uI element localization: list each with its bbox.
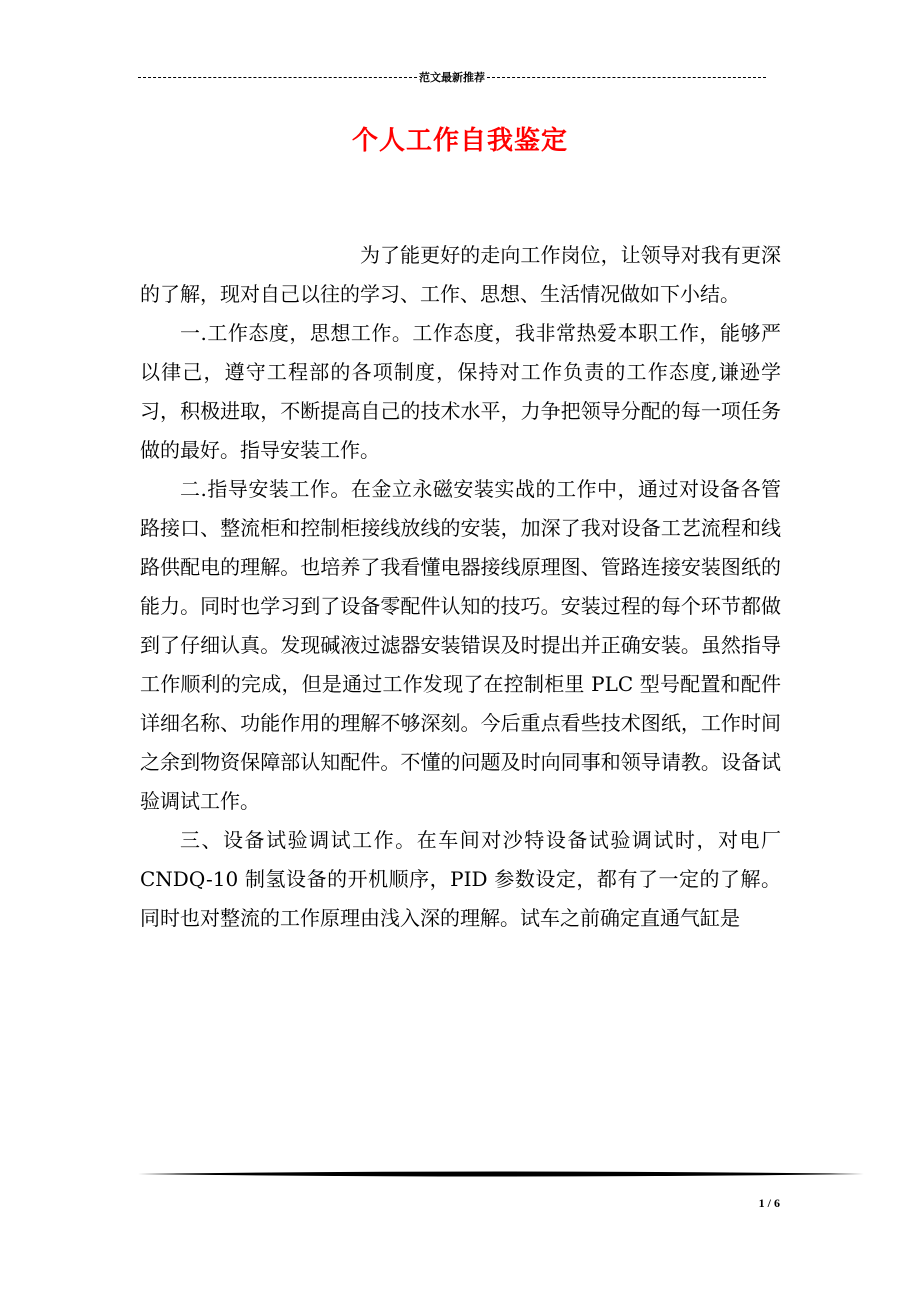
- page-number: 1 / 6: [758, 1196, 780, 1210]
- header-dash-left: [138, 77, 417, 78]
- paragraph-section-2: 二.指导安装工作。在金立永磁安装实战的工作中，通过对设备各管路接口、整流柜和控制柜接线放线的安装，加深了我对设备工艺流程和线路供配电的理解。也培养了我看懂电器接线原理图、管路连接安装图纸的能力。同时也学习到了设备零配件认知的技巧。安装过程的每个环节都做到了仔细认真。发现碱液过滤器安装错误及时提出并正确安装。虽然指导工作顺利的完成，但是通过工作发现了在控制柜里 PLC 型号配置和配件详细名称、功能作用的理解不够深刻。今后重点看些技术图纸，工作时间之余到物资保障部认知配件。不懂的问题及时向同事和领导请教。设备试验调试工作。: [140, 477, 781, 813]
- paragraph-section-3: 三、设备试验调试工作。在车间对沙特设备试验调试时，对电厂 CNDQ-10 制氢设备的开机顺序，PID 参数设定，都有了一定的了解。同时也对整流的工作原理由浅入深的理解。试车之前确定直通气缸是: [140, 828, 781, 930]
- header-label: 范文最新推荐: [419, 72, 485, 84]
- page-header: [138, 68, 766, 86]
- header-dash-right: [487, 77, 766, 78]
- footer-divider-shape: [138, 1170, 864, 1178]
- paragraph-intro: 为了能更好的走向工作岗位，让领导对我有更深的了解，现对自己以往的学习、工作、思想、生活情况做如下小结。: [140, 243, 781, 306]
- paragraph-section-1: 一.工作态度，思想工作。工作态度，我非常热爱本职工作，能够严以律己，遵守工程部的各项制度，保持对工作负责的工作态度,谦逊学习，积极进取，不断提高自己的技术水平，力争把领导分配的每一项任务做的最好。指导安装工作。: [140, 321, 781, 462]
- document-body: [140, 236, 781, 938]
- footer-divider: [138, 1170, 864, 1178]
- document-title: 个人工作自我鉴定: [351, 126, 568, 156]
